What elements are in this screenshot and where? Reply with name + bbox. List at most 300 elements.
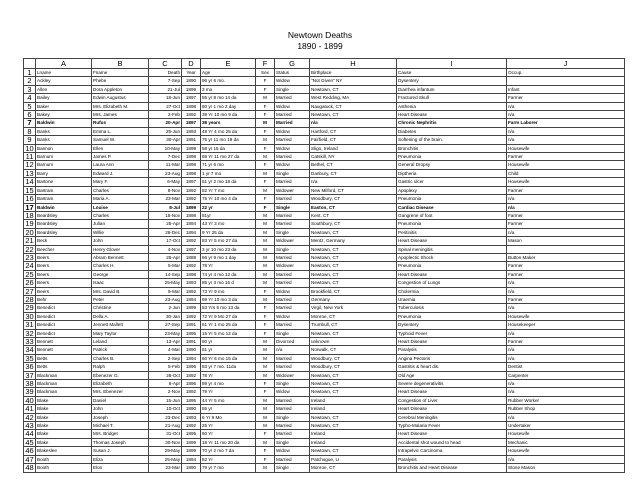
row-number[interactable]: 38 bbox=[25, 379, 34, 388]
data-cell[interactable]: 1895 bbox=[182, 396, 201, 404]
data-cell[interactable]: Woodbury, CT bbox=[310, 354, 397, 362]
column-letter-E[interactable]: E bbox=[201, 59, 256, 69]
data-cell[interactable]: Married bbox=[275, 455, 310, 463]
data-cell[interactable]: Mrs. David B. bbox=[92, 287, 149, 295]
data-cell[interactable]: Married bbox=[275, 430, 310, 438]
data-cell[interactable]: Maria A. bbox=[92, 195, 149, 203]
data-cell[interactable]: 51 yr 2 mo 18 da bbox=[201, 178, 256, 186]
data-cell[interactable]: Laura Ann bbox=[92, 161, 149, 169]
data-cell[interactable]: 58 yr 15 da bbox=[201, 144, 256, 152]
data-cell[interactable]: Rubber Shop bbox=[507, 405, 625, 413]
data-cell[interactable]: Ralph bbox=[92, 363, 149, 371]
data-cell[interactable]: Cardiac Disease bbox=[397, 203, 507, 211]
data-cell[interactable]: 23-May bbox=[149, 329, 182, 337]
data-cell[interactable]: Single bbox=[275, 413, 310, 421]
data-cell[interactable]: 1898 bbox=[182, 211, 201, 219]
data-cell[interactable]: 20-Apr bbox=[149, 119, 182, 127]
data-cell[interactable]: Pneumonia bbox=[397, 262, 507, 270]
data-cell[interactable]: F bbox=[256, 312, 275, 320]
data-cell[interactable] bbox=[507, 245, 625, 253]
data-cell[interactable]: Married bbox=[275, 178, 310, 186]
data-cell[interactable]: Widow bbox=[275, 287, 310, 295]
data-cell[interactable]: F bbox=[256, 102, 275, 110]
data-cell[interactable]: Newtown, CT bbox=[310, 422, 397, 430]
column-letter-A[interactable]: A bbox=[36, 59, 92, 69]
data-cell[interactable]: Farmer bbox=[507, 338, 625, 346]
data-cell[interactable]: M bbox=[256, 136, 275, 144]
data-cell[interactable]: Edward J. bbox=[92, 169, 149, 177]
data-cell[interactable]: Ackley bbox=[36, 77, 92, 85]
data-cell[interactable]: Married bbox=[275, 354, 310, 362]
data-cell[interactable]: Angina Pectoris bbox=[397, 354, 507, 362]
data-cell[interactable]: Single bbox=[275, 85, 310, 93]
data-cell[interactable]: Elizabeth bbox=[92, 380, 149, 388]
data-cell[interactable]: 2-Nov bbox=[149, 388, 182, 396]
data-cell[interactable]: Hartford, CT bbox=[310, 127, 397, 135]
data-cell[interactable]: Cerebral Meningitis bbox=[397, 413, 507, 421]
data-cell[interactable]: M bbox=[256, 211, 275, 219]
data-cell[interactable]: 15-Jun bbox=[149, 396, 182, 404]
data-cell[interactable]: Single bbox=[275, 203, 310, 211]
data-cell[interactable]: F bbox=[256, 144, 275, 152]
data-cell[interactable]: Newtown, CT bbox=[310, 413, 397, 421]
data-cell[interactable]: M bbox=[256, 413, 275, 421]
data-cell[interactable]: n/a bbox=[507, 287, 625, 295]
data-cell[interactable]: 1894 bbox=[182, 228, 201, 236]
data-cell[interactable]: Widow bbox=[275, 312, 310, 320]
data-cell[interactable]: Heart Disease bbox=[397, 270, 507, 278]
data-cell[interactable]: Paralysis bbox=[397, 455, 507, 463]
data-cell[interactable]: Bethel, CT bbox=[310, 161, 397, 169]
row-number[interactable]: 41 bbox=[25, 404, 34, 414]
data-cell[interactable]: 18 Yr 11 mo 20 da bbox=[201, 438, 256, 446]
data-cell[interactable]: Bartone bbox=[36, 178, 92, 186]
data-cell[interactable]: Isaac bbox=[92, 279, 149, 287]
row-number[interactable]: 34 bbox=[25, 345, 34, 355]
data-cell[interactable]: M bbox=[256, 119, 275, 127]
data-cell[interactable]: F bbox=[256, 203, 275, 211]
data-cell[interactable]: Newtown, CT bbox=[310, 85, 397, 93]
row-number[interactable]: 14 bbox=[25, 177, 34, 187]
data-cell[interactable]: Emma L. bbox=[92, 127, 149, 135]
data-cell[interactable]: 23-Mar bbox=[149, 464, 182, 472]
row-number[interactable]: 45 bbox=[25, 438, 34, 447]
data-cell[interactable]: Woodbury, CT bbox=[310, 363, 397, 371]
data-cell[interactable]: 1898 bbox=[182, 153, 201, 161]
data-cell[interactable]: 1 yr 7 mo bbox=[201, 169, 256, 177]
data-cell[interactable]: Uraemia bbox=[397, 295, 507, 303]
data-cell[interactable]: Congestion of Liver bbox=[397, 396, 507, 404]
data-cell[interactable]: Benedict bbox=[36, 312, 92, 320]
header-cell[interactable]: Fname bbox=[92, 69, 149, 77]
data-cell[interactable]: 1895 bbox=[182, 430, 201, 438]
data-cell[interactable]: Charles bbox=[92, 186, 149, 194]
data-cell[interactable]: Newtown, CT bbox=[310, 270, 397, 278]
data-cell[interactable]: Betts bbox=[36, 354, 92, 362]
data-cell[interactable]: 74 yr 4 mo 12 da bbox=[201, 270, 256, 278]
data-cell[interactable]: Danbury, CT bbox=[310, 169, 397, 177]
data-cell[interactable]: Married bbox=[275, 304, 310, 312]
data-cell[interactable]: 31-Oct bbox=[149, 430, 182, 438]
data-cell[interactable]: Mrs. Ebenezer bbox=[92, 388, 149, 396]
data-cell[interactable]: Bannon bbox=[36, 144, 92, 152]
data-cell[interactable]: Tuberculosis bbox=[397, 304, 507, 312]
data-cell[interactable]: F bbox=[256, 304, 275, 312]
data-cell[interactable]: 1897 bbox=[182, 94, 201, 102]
data-cell[interactable]: 25-May bbox=[149, 279, 182, 287]
data-cell[interactable]: Farmer bbox=[507, 270, 625, 278]
data-cell[interactable]: Newtown, CT bbox=[310, 380, 397, 388]
data-cell[interactable]: n/a bbox=[310, 119, 397, 127]
data-cell[interactable]: M bbox=[256, 279, 275, 287]
data-cell[interactable]: n/a bbox=[507, 111, 625, 119]
data-cell[interactable]: Joseph bbox=[92, 413, 149, 421]
row-number[interactable]: 44 bbox=[25, 429, 34, 439]
data-cell[interactable]: 1894 bbox=[182, 220, 201, 228]
header-cell[interactable]: Status bbox=[275, 69, 310, 77]
data-cell[interactable]: Married bbox=[275, 136, 310, 144]
data-cell[interactable]: Married bbox=[275, 279, 310, 287]
row-number[interactable]: 40 bbox=[25, 396, 34, 405]
row-number[interactable]: 18 bbox=[25, 211, 34, 220]
data-cell[interactable]: Single bbox=[275, 380, 310, 388]
data-cell[interactable]: Charles H. bbox=[92, 262, 149, 270]
data-cell[interactable]: 39 Yr 10 mo 9 da bbox=[201, 111, 256, 119]
data-cell[interactable]: Rubber Worker bbox=[507, 396, 625, 404]
data-cell[interactable]: Single bbox=[275, 169, 310, 177]
data-cell[interactable]: Susan J. bbox=[92, 447, 149, 455]
data-cell[interactable]: Allen bbox=[36, 85, 92, 93]
row-number[interactable]: 27 bbox=[25, 287, 34, 296]
data-cell[interactable]: Widower bbox=[275, 186, 310, 194]
data-cell[interactable]: 79 Yr bbox=[201, 388, 256, 396]
data-cell[interactable]: Baldwin bbox=[36, 203, 92, 211]
column-letter-H[interactable]: H bbox=[310, 59, 397, 69]
header-cell[interactable]: Sex bbox=[256, 69, 275, 77]
data-cell[interactable]: Dentist bbox=[507, 363, 625, 371]
data-cell[interactable]: Pneumonia bbox=[397, 153, 507, 161]
data-cell[interactable]: 26-Dec bbox=[149, 228, 182, 236]
data-cell[interactable]: Heart Disease bbox=[397, 388, 507, 396]
row-number[interactable]: 21 bbox=[25, 236, 34, 246]
data-cell[interactable]: 44 Yr 5 mo bbox=[201, 396, 256, 404]
data-cell[interactable]: Daniel bbox=[92, 396, 149, 404]
data-cell[interactable]: Housewife bbox=[507, 430, 625, 438]
data-cell[interactable]: 7-Dec bbox=[149, 153, 182, 161]
row-number[interactable]: 29 bbox=[25, 303, 34, 313]
data-cell[interactable]: 15-Nov bbox=[149, 211, 182, 219]
data-cell[interactable]: 85 yr 3 mo 15 d bbox=[201, 279, 256, 287]
data-cell[interactable]: 75 yr 11 mo 19 da bbox=[201, 136, 256, 144]
data-cell[interactable]: Congestion of Lungs bbox=[397, 279, 507, 287]
data-cell[interactable]: Fractured Skull bbox=[397, 94, 507, 102]
data-cell[interactable]: Mary F. bbox=[92, 178, 149, 186]
data-cell[interactable]: Mentz, Germany bbox=[310, 237, 397, 245]
data-cell[interactable]: F bbox=[256, 329, 275, 337]
row-number[interactable]: 3 bbox=[24, 85, 36, 93]
data-cell[interactable]: M bbox=[256, 228, 275, 236]
data-cell[interactable]: 60 Yr bbox=[201, 430, 256, 438]
data-cell[interactable]: M bbox=[256, 464, 275, 472]
data-cell[interactable]: Brookfield, CT bbox=[310, 287, 397, 295]
data-cell[interactable]: Beers bbox=[36, 287, 92, 295]
data-cell[interactable]: 23-Dec bbox=[149, 413, 182, 421]
data-cell[interactable]: 30-Nov bbox=[149, 438, 182, 446]
data-cell[interactable]: F bbox=[256, 127, 275, 135]
data-cell[interactable]: 4-Nov bbox=[149, 245, 182, 253]
data-cell[interactable]: Mason bbox=[507, 237, 625, 245]
data-cell[interactable]: Gangrene of foot bbox=[397, 211, 507, 219]
data-cell[interactable]: Louise bbox=[92, 203, 149, 211]
data-cell[interactable]: Housewife bbox=[507, 161, 625, 169]
data-cell[interactable]: Elon bbox=[92, 464, 149, 472]
data-cell[interactable] bbox=[507, 77, 625, 85]
row-number[interactable]: 17 bbox=[25, 203, 34, 212]
data-cell[interactable]: n/a bbox=[275, 346, 310, 354]
data-cell[interactable]: F bbox=[256, 455, 275, 463]
data-cell[interactable]: Julian bbox=[92, 220, 149, 228]
row-number[interactable]: 23 bbox=[25, 253, 34, 262]
data-cell[interactable]: John bbox=[92, 405, 149, 413]
data-cell[interactable]: Phebe bbox=[92, 77, 149, 85]
data-cell[interactable]: M bbox=[256, 438, 275, 446]
data-cell[interactable]: Diarrhea infantum bbox=[397, 85, 507, 93]
data-cell[interactable]: 1895 bbox=[182, 329, 201, 337]
data-cell[interactable]: 1890 bbox=[182, 346, 201, 354]
data-cell[interactable]: Fairfield, CT bbox=[310, 136, 397, 144]
row-number[interactable]: 43 bbox=[25, 421, 34, 430]
column-letter-G[interactable]: G bbox=[275, 59, 310, 69]
data-cell[interactable]: Christine bbox=[92, 304, 149, 312]
data-cell[interactable]: Della A. bbox=[92, 312, 149, 320]
row-number[interactable]: 36 bbox=[25, 362, 34, 372]
data-cell[interactable]: Married bbox=[275, 396, 310, 404]
row-number[interactable]: 13 bbox=[25, 169, 34, 178]
row-number[interactable]: 10 bbox=[25, 144, 34, 153]
data-cell[interactable]: 6-Apr bbox=[149, 380, 182, 388]
data-cell[interactable]: New Milford, CT bbox=[310, 186, 397, 194]
data-cell[interactable]: Diabetes bbox=[397, 127, 507, 135]
data-cell[interactable]: 22 yr bbox=[201, 203, 256, 211]
data-cell[interactable]: Blake bbox=[36, 430, 92, 438]
data-cell[interactable]: 80 yr 1 mo 2 day bbox=[201, 102, 256, 110]
row-number[interactable]: 15 bbox=[25, 186, 34, 195]
data-cell[interactable]: Married bbox=[275, 195, 310, 203]
data-cell[interactable]: Benedict bbox=[36, 321, 92, 329]
data-cell[interactable]: Married bbox=[275, 153, 310, 161]
data-cell[interactable]: 3 mo bbox=[201, 85, 256, 93]
data-cell[interactable]: 17-Oct bbox=[149, 237, 182, 245]
column-letter-I[interactable]: I bbox=[397, 59, 507, 69]
data-cell[interactable]: 25-Apr bbox=[149, 220, 182, 228]
data-cell[interactable]: 1892 bbox=[182, 195, 201, 203]
data-cell[interactable]: 1889 bbox=[182, 253, 201, 261]
data-cell[interactable]: Divorced bbox=[275, 338, 310, 346]
data-cell[interactable]: 1899 bbox=[182, 447, 201, 455]
data-cell[interactable]: n/a bbox=[507, 127, 625, 135]
row-number[interactable]: 35 bbox=[25, 354, 34, 363]
data-cell[interactable]: 70 yr 2 mo 7 da bbox=[201, 447, 256, 455]
data-cell[interactable]: Blackman bbox=[36, 388, 92, 396]
data-cell[interactable]: Newtown, CT bbox=[310, 111, 397, 119]
data-cell[interactable]: n/a bbox=[507, 455, 625, 463]
data-cell[interactable]: Widow bbox=[275, 388, 310, 396]
data-cell[interactable]: 18-Jun bbox=[149, 94, 182, 102]
row-number[interactable]: 6 bbox=[24, 111, 36, 119]
data-cell[interactable]: 1892 bbox=[182, 371, 201, 379]
data-cell[interactable]: Beardsley bbox=[36, 220, 92, 228]
data-cell[interactable]: Severe degenerativitis bbox=[397, 380, 507, 388]
data-cell[interactable]: 69 Yr 10 mo 3 da bbox=[201, 295, 256, 303]
data-cell[interactable]: Housekeeper bbox=[507, 321, 625, 329]
data-cell[interactable]: 1898 bbox=[182, 169, 201, 177]
data-cell[interactable]: Blake bbox=[36, 396, 92, 404]
data-cell[interactable]: M bbox=[256, 363, 275, 371]
row-number[interactable]: 33 bbox=[25, 337, 34, 346]
row-number[interactable]: 4 bbox=[24, 94, 36, 102]
data-cell[interactable]: 55 yr 8 mo 14 da bbox=[201, 94, 256, 102]
row-number[interactable]: 11 bbox=[24, 153, 36, 161]
data-cell[interactable]: Mechanic bbox=[507, 438, 625, 446]
data-cell[interactable]: Gastric ulcer bbox=[397, 178, 507, 186]
data-cell[interactable]: 30-Jan bbox=[149, 312, 182, 320]
data-cell[interactable]: Beecher bbox=[36, 245, 92, 253]
data-cell[interactable]: M bbox=[256, 270, 275, 278]
data-cell[interactable]: Farmer bbox=[507, 295, 625, 303]
header-cell[interactable]: Cause bbox=[397, 69, 507, 77]
data-cell[interactable]: Married bbox=[275, 111, 310, 119]
data-cell[interactable]: 1890 bbox=[182, 405, 201, 413]
data-cell[interactable]: Married bbox=[275, 220, 310, 228]
data-cell[interactable]: M bbox=[256, 354, 275, 362]
data-cell[interactable]: 1894 bbox=[182, 455, 201, 463]
data-cell[interactable]: Beardsley bbox=[36, 228, 92, 236]
header-cell[interactable]: Year bbox=[182, 69, 201, 77]
data-cell[interactable]: Typho-Malaria Fever bbox=[397, 422, 507, 430]
data-cell[interactable]: Single bbox=[275, 228, 310, 236]
data-cell[interactable]: 8-Nov bbox=[149, 186, 182, 194]
data-cell[interactable]: 21-Aug bbox=[149, 422, 182, 430]
data-cell[interactable]: M bbox=[256, 422, 275, 430]
data-cell[interactable]: Married bbox=[275, 321, 310, 329]
data-cell[interactable]: Bennett bbox=[36, 338, 92, 346]
data-cell[interactable]: Old Age bbox=[397, 371, 507, 379]
row-number[interactable]: 46 bbox=[25, 446, 34, 456]
data-cell[interactable]: Carpenter bbox=[507, 371, 625, 379]
row-number[interactable]: 47 bbox=[25, 455, 34, 464]
data-cell[interactable]: Charles B. bbox=[92, 354, 149, 362]
header-cell[interactable]: Lname bbox=[36, 69, 92, 77]
data-cell[interactable]: n/a bbox=[507, 388, 625, 396]
data-cell[interactable]: 27-Sep bbox=[149, 321, 182, 329]
data-cell[interactable]: n/a bbox=[507, 346, 625, 354]
data-cell[interactable]: Trumbull, CT bbox=[310, 321, 397, 329]
data-cell[interactable]: Barry bbox=[36, 169, 92, 177]
data-cell[interactable]: Widow bbox=[275, 144, 310, 152]
data-cell[interactable]: 1898 bbox=[182, 161, 201, 169]
data-cell[interactable]: Married bbox=[275, 119, 310, 127]
data-cell[interactable]: Pneumonia bbox=[397, 220, 507, 228]
data-cell[interactable]: Pneumonia bbox=[397, 312, 507, 320]
data-cell[interactable]: 25-Apr bbox=[149, 253, 182, 261]
data-cell[interactable]: Blackman bbox=[36, 371, 92, 379]
data-cell[interactable]: Easton, CT bbox=[310, 203, 397, 211]
data-cell[interactable]: 30-Apr bbox=[149, 136, 182, 144]
data-cell[interactable]: Single bbox=[275, 464, 310, 472]
column-letter-B[interactable]: B bbox=[92, 59, 149, 69]
data-cell[interactable]: M bbox=[256, 338, 275, 346]
data-cell[interactable]: 3 yr 10 mo 23 da bbox=[201, 245, 256, 253]
data-cell[interactable]: 78 Yr bbox=[201, 262, 256, 270]
data-cell[interactable]: Ebenezer G. bbox=[92, 371, 149, 379]
data-cell[interactable]: Mary Taylor bbox=[92, 329, 149, 337]
data-cell[interactable]: F bbox=[256, 161, 275, 169]
data-cell[interactable]: Barnum bbox=[36, 153, 92, 161]
data-cell[interactable]: "Not Given" NY bbox=[310, 77, 397, 85]
data-cell[interactable]: F bbox=[256, 77, 275, 85]
data-cell[interactable]: Monroe, CT bbox=[310, 464, 397, 472]
data-cell[interactable]: Mrs. James bbox=[92, 111, 149, 119]
data-cell[interactable]: Abram Bennett bbox=[92, 253, 149, 261]
column-letter-J[interactable]: J bbox=[507, 59, 625, 69]
data-cell[interactable]: 8-Jul bbox=[149, 203, 182, 211]
data-cell[interactable]: Edwin Augustus bbox=[92, 94, 149, 102]
data-cell[interactable]: Benedict bbox=[36, 329, 92, 337]
data-cell[interactable]: Norwalk, CT bbox=[310, 346, 397, 354]
data-cell[interactable]: Dora Appleton bbox=[92, 85, 149, 93]
row-number[interactable]: 16 bbox=[25, 194, 34, 203]
data-cell[interactable]: F bbox=[256, 85, 275, 93]
data-cell[interactable]: 1892 bbox=[182, 312, 201, 320]
data-cell[interactable]: Heart Disease bbox=[397, 338, 507, 346]
data-cell[interactable]: Farmer bbox=[507, 220, 625, 228]
row-number[interactable]: 31 bbox=[25, 320, 34, 330]
data-cell[interactable]: 29-May bbox=[149, 447, 182, 455]
data-cell[interactable]: M bbox=[256, 220, 275, 228]
data-cell[interactable]: Farm Laborer bbox=[507, 119, 625, 127]
data-cell[interactable]: unknown bbox=[310, 338, 397, 346]
data-cell[interactable]: 81 yr bbox=[201, 346, 256, 354]
row-number[interactable]: 8 bbox=[24, 127, 36, 135]
data-cell[interactable]: Henry Glover bbox=[92, 245, 149, 253]
data-cell[interactable]: 79 yr 7 mo bbox=[201, 464, 256, 472]
data-cell[interactable]: 9 Yr 25 da bbox=[201, 228, 256, 236]
data-cell[interactable]: Heart Disease bbox=[397, 430, 507, 438]
data-cell[interactable]: Baldwin bbox=[36, 119, 92, 127]
data-cell[interactable]: 14-Sep bbox=[149, 270, 182, 278]
data-cell[interactable]: Mrs. Elizabeth M. bbox=[92, 102, 149, 110]
data-cell[interactable]: M bbox=[256, 186, 275, 194]
data-cell[interactable]: Kent, CT bbox=[310, 211, 397, 219]
data-cell[interactable]: 72 Yr 9 Mo 27 da bbox=[201, 312, 256, 320]
data-cell[interactable]: n/a bbox=[310, 178, 397, 186]
data-cell[interactable]: 11-Mar bbox=[149, 161, 182, 169]
data-cell[interactable]: M bbox=[256, 396, 275, 404]
data-cell[interactable]: 2-Sep bbox=[149, 354, 182, 362]
data-cell[interactable]: Newtown, CT bbox=[310, 329, 397, 337]
data-cell[interactable]: Widow bbox=[275, 77, 310, 85]
data-cell[interactable]: West Redding, MA bbox=[310, 94, 397, 102]
data-cell[interactable]: George bbox=[92, 270, 149, 278]
data-cell[interactable]: 5-Feb bbox=[149, 363, 182, 371]
data-cell[interactable]: Mrs. Bridget bbox=[92, 430, 149, 438]
header-cell[interactable]: Age bbox=[201, 69, 256, 77]
data-cell[interactable]: 1896 bbox=[182, 380, 201, 388]
data-cell[interactable]: Bronchitis bbox=[397, 144, 507, 152]
data-cell[interactable]: 1892 bbox=[182, 237, 201, 245]
data-cell[interactable]: Stone Mason bbox=[507, 464, 625, 472]
data-cell[interactable]: Booth bbox=[36, 464, 92, 472]
